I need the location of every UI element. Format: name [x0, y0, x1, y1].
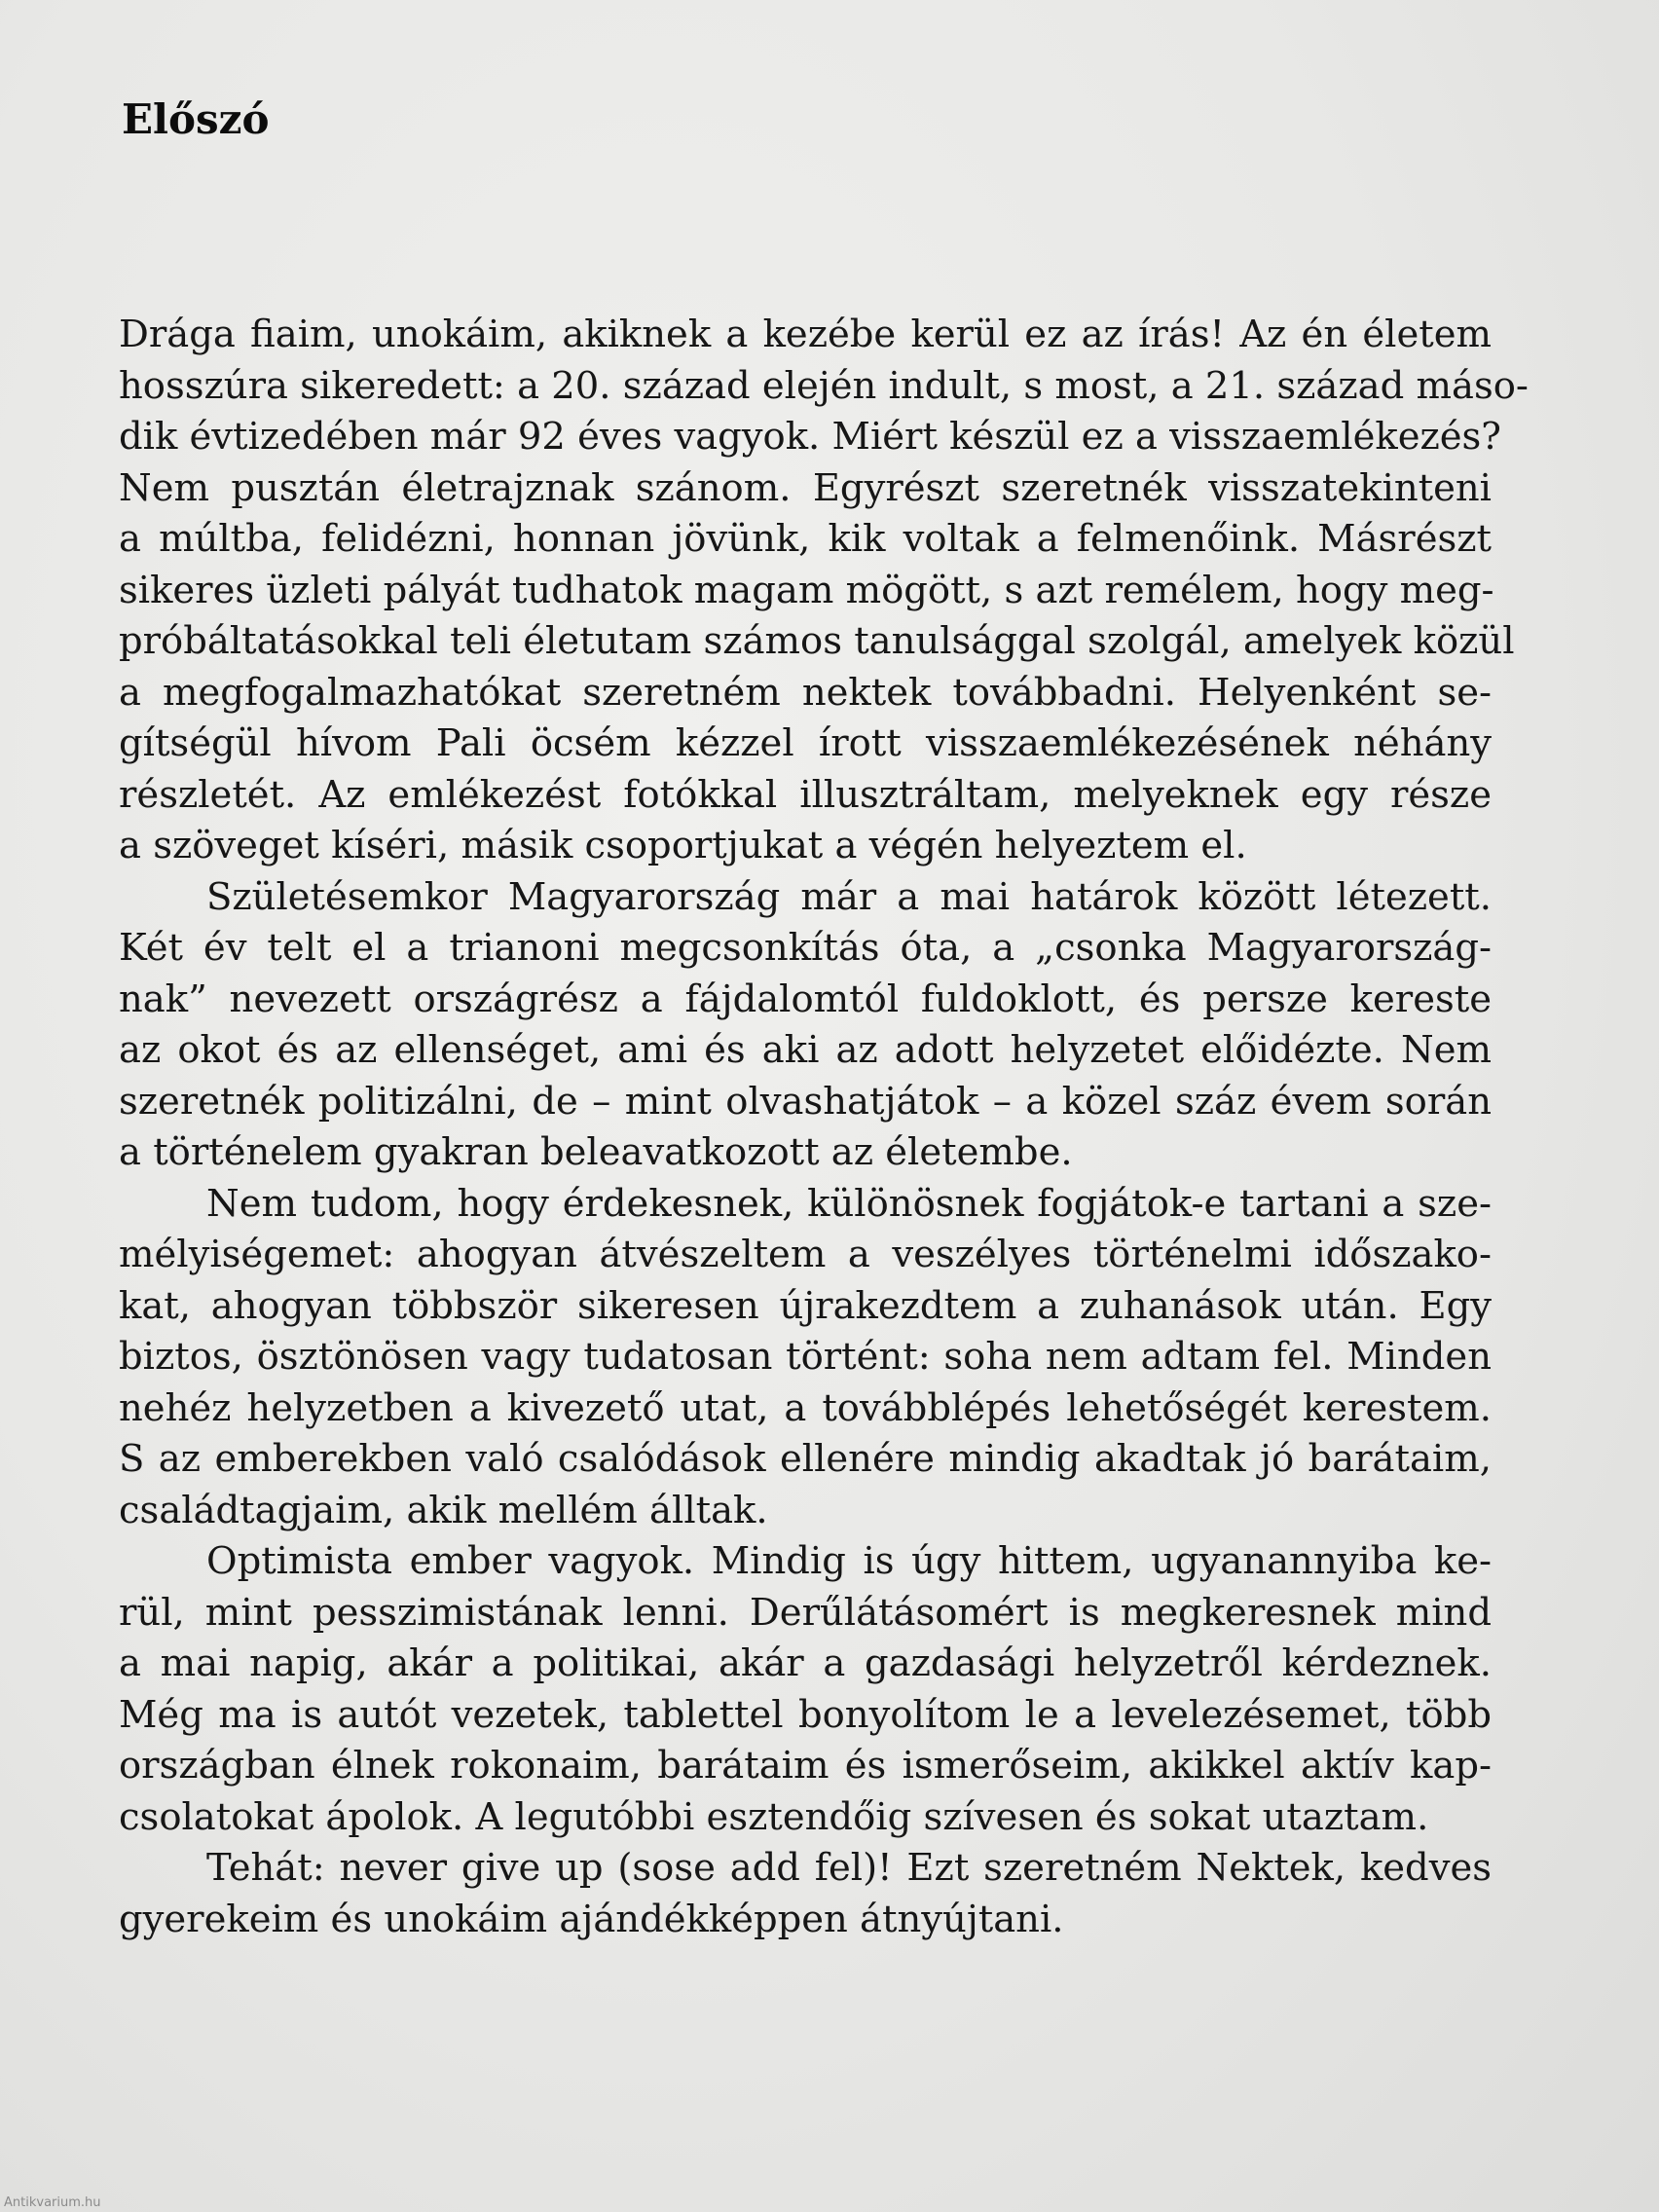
text-line: Optimista ember vagyok. Mindig is úgy hittem, ugyanannyiba ke- — [206, 1539, 1492, 1583]
text-line: a történelem gyakran beleavatkozott az életembe. — [119, 1130, 1073, 1174]
text-line: Drága fiaim, unokáim, akiknek a kezébe kerül ez az írás! Az én életem — [119, 313, 1492, 356]
paragraph — [119, 1536, 1492, 1843]
text-line: Nem tudom, hogy érdekesnek, különösnek fogjátok-e tartani a sze- — [206, 1181, 1492, 1226]
text-line: rül, mint pesszimistának lenni. Derűlátásomért is megkeresnek mind — [119, 1590, 1492, 1635]
text-line: próbáltatásokkal teli életutam számos tanulsággal szolgál, amelyek közül — [119, 619, 1515, 663]
text-line: Két év telt el a trianoni megcsonkítás óta, a „csonka Magyarország- — [119, 926, 1492, 970]
text-line: kat, ahogyan többször sikeresen újrakezdtem a zuhanások után. Egy — [119, 1283, 1492, 1328]
text-line: dik évtizedében már 92 éves vagyok. Miért készül ez a visszaemlékezés? — [119, 415, 1501, 459]
text-line: mélyiségemet: ahogyan átvészeltem a veszélyes történelmi időszako- — [119, 1233, 1492, 1276]
paragraph — [119, 1843, 1492, 1945]
text-line: nehéz helyzetben a kivezető utat, a továbblépés lehetőségét kerestem. — [119, 1385, 1492, 1430]
text-line: Nem pusztán életrajznak szánom. Egyrészt szeretnék visszatekinteni — [119, 465, 1492, 510]
text-line: az okot és az ellenséget, ami és aki az adott helyzetet előidézte. Nem — [119, 1028, 1492, 1072]
text-line: országban élnek rokonaim, barátaim és ismerőseim, akikkel aktív kap- — [119, 1744, 1492, 1788]
text-line: a szöveget kíséri, másik csoportjukat a végén helyeztem el. — [119, 824, 1247, 867]
text-line: a megfogalmazhatókat szeretném nektek továbbadni. Helyenként se- — [119, 670, 1492, 715]
text-line: családtagjaim, akik mellém álltak. — [119, 1488, 768, 1532]
text-line: gítségül hívom Pali öcsém kézzel írott visszaemlékezésének néhány — [119, 721, 1492, 765]
text-line: Születésemkor Magyarország már a mai határok között létezett. — [206, 874, 1492, 919]
page-title: Előszó — [122, 95, 270, 143]
watermark: Antikvarium.hu — [4, 2195, 101, 2210]
text-line: S az emberekben való csalódások ellenére mindig akadtak jó barátaim, — [119, 1437, 1492, 1481]
text-line: Még ma is autót vezetek, tablettel bonyolítom le a levelezésemet, több — [119, 1692, 1492, 1737]
text-line: gyerekeim és unokáim ajándékképpen átnyújtani. — [119, 1897, 1064, 1941]
paragraph — [119, 872, 1492, 1179]
text-line: csolatokat ápolok. A legutóbbi esztendőig szívesen és sokat utaztam. — [119, 1794, 1429, 1839]
text-line: részletét. Az emlékezést fotókkal illusztráltam, melyeknek egy része — [119, 772, 1492, 817]
text-line: biztos, ösztönösen vagy tudatosan történt: soha nem adtam fel. Minden — [119, 1335, 1492, 1379]
text-line: a múltba, felidézni, honnan jövünk, kik voltak a felmenőink. Másrészt — [119, 517, 1492, 561]
text-line: szeretnék politizálni, de – mint olvashatjátok – a közel száz évem során — [119, 1079, 1492, 1124]
text-line: Tehát: never give up (sose add fel)! Ezt szeretném Nektek, kedves — [206, 1846, 1492, 1890]
body-text — [119, 310, 1529, 1945]
paragraph — [119, 1179, 1492, 1537]
text-line: nak” nevezett országrész a fájdalomtól fuldoklott, és persze kereste — [119, 977, 1492, 1021]
text-line: a mai napig, akár a politikai, akár a gazdasági helyzetről kérdeznek. — [119, 1641, 1492, 1685]
text-line: hosszúra sikeredett: a 20. század elején indult, s most, a 21. század máso- — [119, 363, 1529, 408]
paragraph — [119, 310, 1529, 872]
text-line: sikeres üzleti pályát tudhatok magam mögött, s azt remélem, hogy meg- — [119, 568, 1494, 612]
